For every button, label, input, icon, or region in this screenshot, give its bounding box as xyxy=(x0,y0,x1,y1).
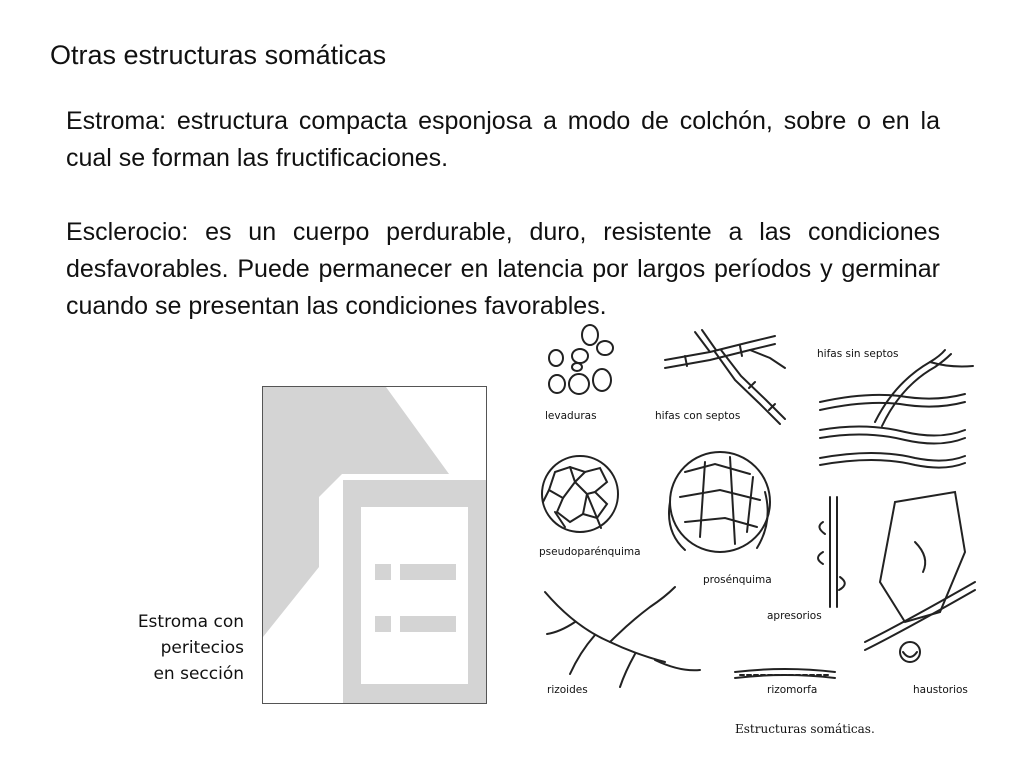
label-hifas-con-septos: hifas con septos xyxy=(655,410,741,422)
label-prosenquima: prosénquima xyxy=(703,574,772,586)
somatic-structures-drawing xyxy=(535,322,985,746)
label-pseudoparenquima: pseudoparénquima xyxy=(539,546,641,558)
apresorios-drawing xyxy=(818,497,845,607)
rizomorfa-drawing xyxy=(735,669,835,678)
figure-caption: Estructuras somáticas. xyxy=(735,722,875,736)
image-placeholder-icon xyxy=(263,387,486,703)
somatic-structures-figure xyxy=(535,322,985,746)
label-hifas-sin-septos: hifas sin septos xyxy=(817,348,899,360)
caption-line: Estroma con xyxy=(137,612,244,632)
label-apresorios: apresorios xyxy=(767,610,822,622)
caption-line: peritecios xyxy=(160,638,244,658)
haustorios-drawing xyxy=(865,492,975,662)
paragraph-esclerocio: Esclerocio: es un cuerpo perdurable, duro, resistente a las condiciones desfavorables. Puede permanecer en latencia por largos períodos y germinar cuando se presentan las condiciones favorables. xyxy=(66,218,940,320)
image-caption xyxy=(90,609,244,687)
caption-line: en sección xyxy=(153,664,244,684)
image-placeholder xyxy=(262,386,487,704)
label-haustorios: haustorios xyxy=(913,684,968,696)
label-rizomorfa: rizomorfa xyxy=(767,684,818,696)
hifas-sin-septos-drawing xyxy=(820,350,973,468)
slide-title: Otras estructuras somáticas xyxy=(50,40,387,70)
label-levaduras: levaduras xyxy=(545,410,597,422)
paragraph-estroma: Estroma: estructura compacta esponjosa a modo de colchón, sobre o en la cual se forman las fructificaciones. xyxy=(66,107,940,172)
label-rizoides: rizoides xyxy=(547,684,588,696)
rizoides-drawing xyxy=(545,587,700,687)
levaduras-drawing xyxy=(549,325,613,394)
prosenquima-drawing xyxy=(669,452,770,552)
pseudoparenquima-drawing xyxy=(542,456,618,532)
